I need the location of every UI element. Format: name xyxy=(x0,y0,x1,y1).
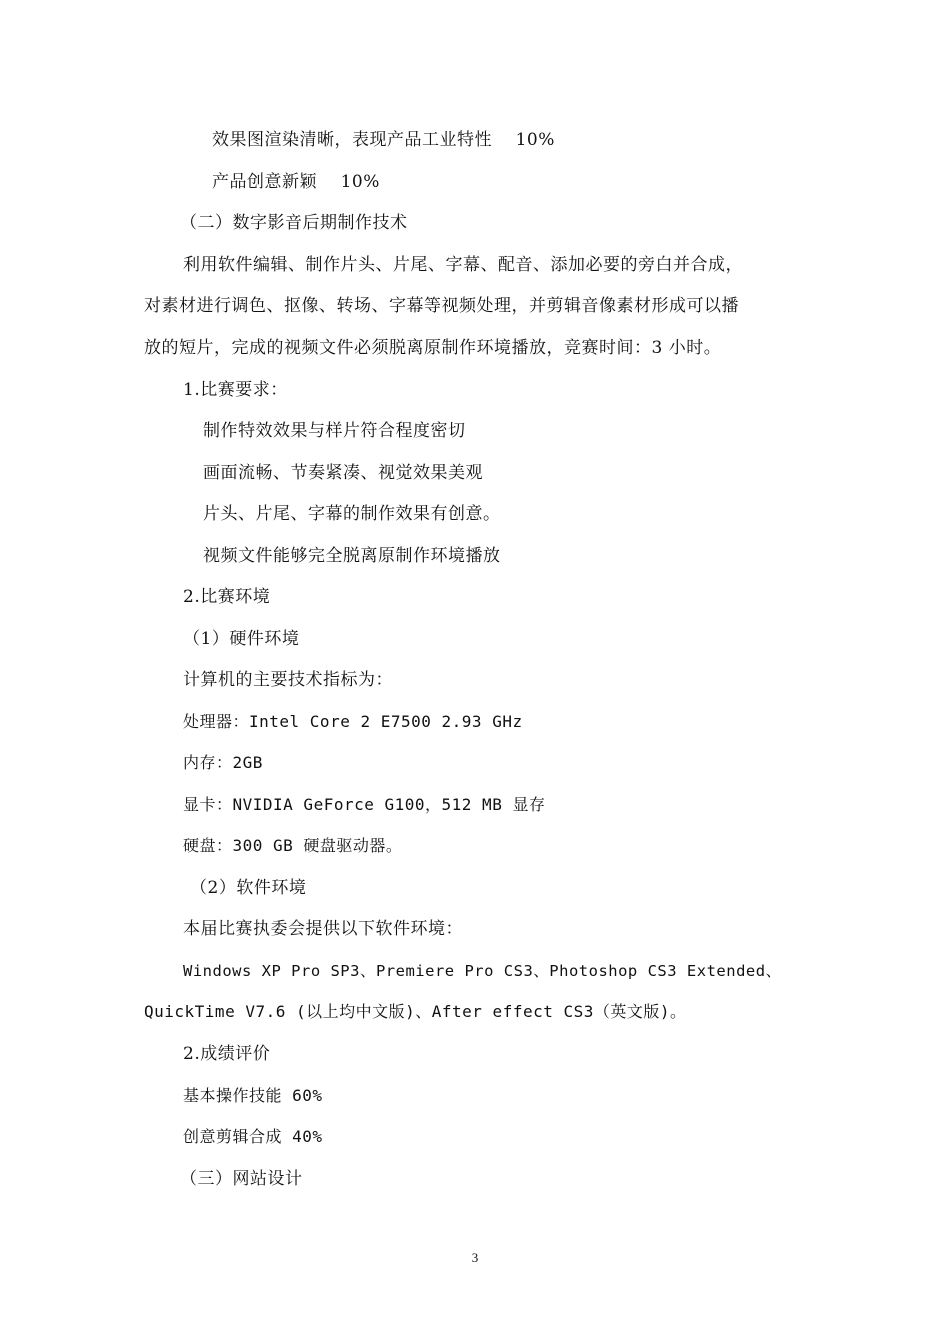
text-line: 片头、片尾、字幕的制作效果有创意。 xyxy=(203,504,501,524)
text-line: 显卡：NVIDIA GeForce G100，512 MB 显存 xyxy=(183,795,546,814)
text-line: 创意剪辑合成 40% xyxy=(183,1127,323,1146)
paragraph-line: 对素材进行调色、抠像、转场、字幕等视频处理，并剪辑音像素材形成可以播 xyxy=(144,296,739,316)
subsection-heading: 2.成绩评价 xyxy=(183,1044,271,1064)
text-line: 计算机的主要技术指标为： xyxy=(183,670,393,690)
page-number: 3 xyxy=(471,1250,479,1265)
text-line: QuickTime V7.6 (以上均中文版)、After effect CS3（英文版)。 xyxy=(144,1002,687,1021)
text-line: 效果图渲染清晰，表现产品工业特性 10% xyxy=(212,130,555,150)
paragraph-line: 放的短片，完成的视频文件必须脱离原制作环境播放，竞赛时间：3 小时。 xyxy=(144,338,722,358)
text-line: 硬盘：300 GB 硬盘驱动器。 xyxy=(183,836,403,855)
text-line: 处理器：Intel Core 2 E7500 2.93 GHz xyxy=(183,712,523,731)
subsection-heading: （2）软件环境 xyxy=(190,878,307,898)
section-heading: （二）数字影音后期制作技术 xyxy=(180,213,408,233)
subsection-heading: 1.比赛要求： xyxy=(183,380,288,400)
text-line: 内存：2GB xyxy=(183,753,263,772)
subsection-heading: 2.比赛环境 xyxy=(183,587,271,607)
subsection-heading: （1）硬件环境 xyxy=(183,629,300,649)
text-line: 制作特效效果与样片符合程度密切 xyxy=(203,421,466,441)
text-line: 本届比赛执委会提供以下软件环境： xyxy=(183,919,463,939)
text-line: Windows XP Pro SP3、Premiere Pro CS3、Photoshop CS3 Extended、 xyxy=(183,962,782,980)
text-line: 视频文件能够完全脱离原制作环境播放 xyxy=(203,546,501,566)
text-line: 产品创意新颖 10% xyxy=(212,172,380,192)
text-line: 基本操作技能 60% xyxy=(183,1086,323,1105)
text-line: 画面流畅、节奏紧凑、视觉效果美观 xyxy=(203,463,483,483)
section-heading: （三）网站设计 xyxy=(180,1169,303,1189)
paragraph-line: 利用软件编辑、制作片头、片尾、字幕、配音、添加必要的旁白并合成， xyxy=(183,255,743,275)
